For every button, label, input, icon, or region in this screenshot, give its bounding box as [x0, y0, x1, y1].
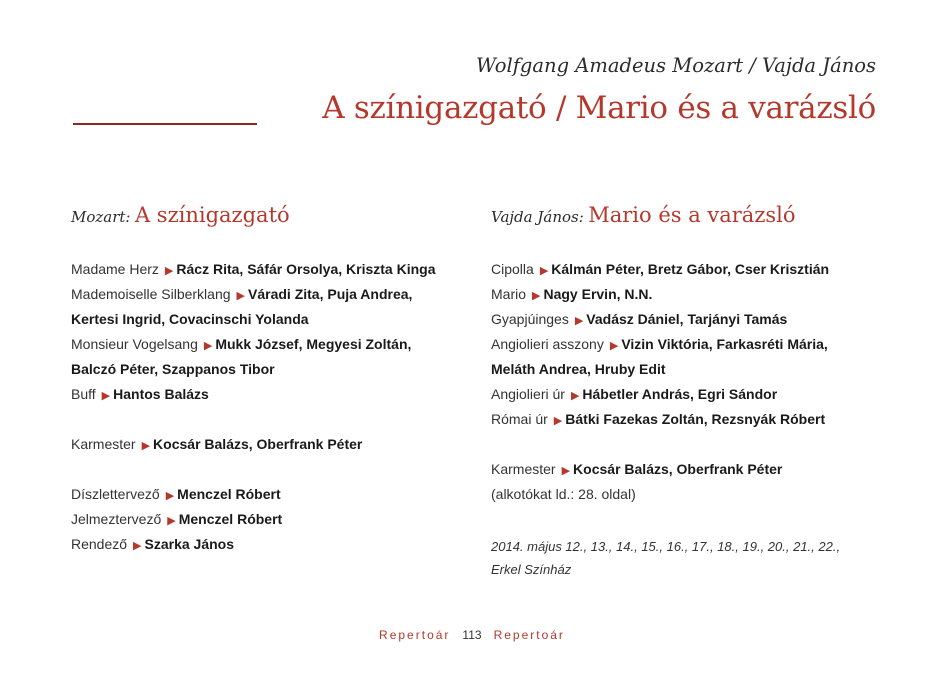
performer-names: Nagy Ervin, N.N.: [543, 286, 653, 302]
performer-names: Kocsár Balázs, Oberfrank Péter: [153, 436, 363, 452]
role-label: Karmester: [491, 461, 556, 477]
spacer: [491, 432, 891, 457]
role-label: Buff: [71, 386, 96, 402]
performer-names: Váradi Zita, Puja Andrea,: [248, 286, 413, 302]
role-label: Mario: [491, 286, 527, 302]
page-footer: [0, 628, 944, 642]
arrow-icon: ▶: [236, 290, 245, 302]
role-label: Díszlettervező: [71, 486, 160, 502]
arrow-icon: ▶: [165, 490, 175, 502]
cast-line: [71, 282, 471, 307]
cast-line: [71, 257, 471, 282]
cast-line-continued: [71, 357, 471, 382]
right-column: [491, 203, 891, 581]
role-label: Madame Herz: [71, 261, 159, 277]
conductor-line: [491, 457, 891, 482]
right-section-label: Vajda János:: [491, 208, 584, 226]
footer-label-right: Repertoár: [493, 628, 565, 642]
cast-line-continued: [491, 357, 891, 382]
role-label: Jelmeztervező: [71, 511, 162, 527]
role-label: Mademoiselle Silberklang: [71, 286, 231, 302]
performer-names: Mukk József, Megyesi Zoltán,: [215, 336, 412, 352]
arrow-icon: ▶: [532, 290, 541, 302]
crew-line: [71, 482, 471, 507]
arrow-icon: ▶: [164, 265, 174, 277]
arrow-icon: ▶: [609, 340, 619, 352]
performer-names: Szarka János: [144, 536, 235, 552]
arrow-icon: ▶: [570, 390, 580, 402]
arrow-icon: ▶: [203, 340, 213, 352]
crew-line: [71, 532, 471, 557]
arrow-icon: ▶: [167, 515, 176, 527]
performer-names: Menczel Róbert: [178, 511, 283, 527]
arrow-icon: ▶: [133, 540, 142, 552]
role-label: Gyapjúinges: [491, 311, 569, 327]
role-label: Angiolieri úr: [491, 386, 565, 402]
arrow-icon: ▶: [539, 265, 549, 277]
performer-names: Hantos Balázs: [113, 386, 209, 402]
conductor-line: [71, 432, 471, 457]
dates-line: 2014. május 12., 13., 14., 15., 16., 17., 18., 19., 20., 21., 22.,: [491, 539, 841, 554]
performer-names: Meláth Andrea, Hruby Edit: [491, 361, 666, 377]
role-label: Monsieur Vogelsang: [71, 336, 198, 352]
cast-line: [71, 332, 471, 357]
spacer: [71, 407, 471, 432]
performer-names: Kálmán Péter, Bretz Gábor, Cser Krisztián: [551, 261, 830, 277]
performer-names: Vizin Viktória, Farkasréti Mária,: [621, 336, 828, 352]
crew-line: [71, 507, 471, 532]
performance-dates: [491, 535, 891, 581]
role-label: Cipolla: [491, 261, 534, 277]
role-label: Karmester: [71, 436, 136, 452]
right-section-heading: [491, 203, 891, 237]
creators-note: (alkotókat ld.: 28. oldal): [491, 486, 636, 502]
page-number: 113: [462, 628, 482, 642]
performer-names: Kertesi Ingrid, Covacinschi Yolanda: [71, 311, 309, 327]
cast-line-continued: [71, 307, 471, 332]
role-label: Római úr: [491, 411, 548, 427]
performer-names: Kocsár Balázs, Oberfrank Péter: [573, 461, 783, 477]
arrow-icon: ▶: [553, 415, 563, 427]
role-label: Angiolieri asszony: [491, 336, 604, 352]
cast-line: [491, 407, 891, 432]
left-column: [71, 203, 471, 557]
cast-line: [71, 382, 471, 407]
performer-names: Bátki Fazekas Zoltán, Rezsnyák Róbert: [565, 411, 826, 427]
arrow-icon: ▶: [141, 440, 151, 452]
venue-line: Erkel Színház: [491, 562, 572, 577]
title-rule: [73, 123, 257, 125]
cast-line: [491, 307, 891, 332]
arrow-icon: ▶: [561, 465, 571, 477]
cast-line: [491, 382, 891, 407]
cast-line: [491, 332, 891, 357]
left-section-title: A színigazgató: [134, 203, 290, 227]
spacer: [71, 457, 471, 482]
performer-names: Menczel Róbert: [177, 486, 281, 502]
cast-line: [491, 257, 891, 282]
performer-names: Balczó Péter, Szappanos Tibor: [71, 361, 275, 377]
composer-line: Wolfgang Amadeus Mozart / Vajda János: [476, 54, 876, 77]
footer-label-left: Repertoár: [379, 628, 451, 642]
performer-names: Vadász Dániel, Tarjányi Tamás: [586, 311, 788, 327]
left-section-label: Mozart:: [71, 208, 131, 226]
arrow-icon: ▶: [101, 390, 111, 402]
role-label: Rendező: [71, 536, 128, 552]
right-section-title: Mario és a varázsló: [588, 203, 796, 227]
arrow-icon: ▶: [574, 315, 584, 327]
cast-line: [491, 282, 891, 307]
left-section-heading: [71, 203, 471, 237]
performer-names: Hábetler András, Egri Sándor: [582, 386, 778, 402]
page-title: A színigazgató / Mario és a varázsló: [322, 90, 876, 126]
performer-names: Rácz Rita, Sáfár Orsolya, Kriszta Kinga: [176, 261, 436, 277]
